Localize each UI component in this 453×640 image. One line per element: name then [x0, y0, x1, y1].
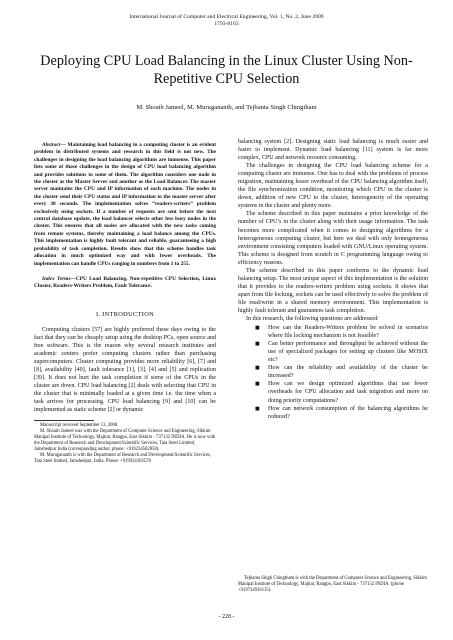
author-list: M. Shoaib Jameel, M. Murugananth, and Tejbanta Singh Chingtham [136, 104, 317, 111]
section-heading: I. INTRODUCTION [95, 310, 155, 318]
bullet-icon: ■ [255, 341, 260, 348]
body-paragraph: The scheme described in this paper maintains a prior knowledge of the number of CPU’s in the cluster along with their usage information. The task becomes more complicated when it comes to designing algorithms for a heterogeneous computing cluster, but here we deal with only homogeneous environment consisting computers loaded with GNU/Linux operating system. This scheme is designed from scratch in C programming language owing to efficiency reasons. [238, 211, 428, 266]
body-paragraph: The challenges in designing the CPU load balancing scheme for a computing cluster are immense. One has to deal with the problems of process migration, maintaining lesser overhead of the CPU balancing algorithm itself, the file synchronization condition, monitoring which CPU in the cluster is down, addition of new CPU to the cluster, heterogeneity of the operating systems in the cluster and plenty more. [238, 163, 428, 210]
index-terms-text: —CPU Load Balancing, Non-repetitive CPU Selection, Linux Cluster, Readers-Writers Problem, Fault Tolerance. [34, 275, 216, 290]
journal-line: International Journal of Computer and Electrical Engineering, Vol. 1, No. 2, June 2009 [129, 14, 324, 20]
list-item [255, 405, 428, 421]
footnote-author-3: Tejbanta Singh Chingtham is with the Department of Computer Science and Engineering, Sikkim Manipal Institute of Technology, Majitar, Rangpo, East Sikkim - 737132 INDIA. (phone +919734916135). [238, 576, 427, 593]
abstract [34, 142, 216, 268]
intro-paragraph: Computing clusters [57] are highly preferred these days owing to the fact that they can be cheaply setup using the desktop PCs, open source and free software. This is the reason why several research institutes and academic centers prefer computing clusters rather than purchasing supercomputers. Cluster computing provides more reliability [6], [7] and [8], availability [40], fault tolerance [1], [3], [4] and [5] and replication [39]. It does not hurt the task completion if some of the CPUs in the cluster are down. CPU load balancing [2] deals with selecting that CPU in the cluster that is minimally loaded at a given time i.e. the time when a task arrives for processing. CPU load balancing [9] and [10] can be implemented as static scheme [2] or dynamic [34, 326, 216, 414]
right-footnote-block [238, 576, 428, 594]
question-text: How can the reliability and availability of the cluster be increased? [268, 365, 428, 380]
bullet-icon: ■ [255, 325, 260, 332]
body-paragraph: balancing system [2]. Designing static load balancing is much easier and faster to implement. Dynamic load balancing [11] system is far more complex, CPU and network resource consuming. [238, 139, 428, 162]
question-text: How can we design optimized algorithms that use fewer overheads for CPU allocation and task migration and more on doing priority computations? [268, 381, 428, 404]
index-terms [34, 276, 216, 291]
footnote-received: Manuscript received September 13, 2008. [40, 423, 119, 429]
list-item [255, 364, 428, 380]
right-column [238, 138, 428, 421]
bullet-icon: ■ [255, 405, 260, 412]
body-paragraph: In this research, the following questions are addressed: [246, 316, 379, 323]
research-questions-list [238, 324, 428, 421]
body-paragraph: The scheme described in this paper conforms to the dynamic load balancing setup. The most unique aspect of this implementation is the solution that it provides to the readers-writers problem using sockets. It shows that apart from file locking, sockets can be used effectively to solve the problem of file read/write in a shared memory environment. This implementation is highly fault tolerant and guarantees task completion. [238, 267, 428, 314]
left-column [34, 142, 216, 465]
bullet-icon: ■ [255, 381, 260, 388]
footnote-author-1: M. Shoaib Jameel was with the Department of Computer Science and Engineering, Sikkim Manipal Institute of Technology, Majitar, Rangpo, East Sikkim - 737132 INDIA. He is now with the Department of Research and Development/Scientific Services, Tata Steel Limited, Jamshedpur India (corresponding author, phone: +919234502858). [34, 429, 216, 453]
list-item [255, 380, 428, 404]
footnote-author-2: M. Murugananth is with the Department of Research and Development/Scientific Services, Tata Steel limited, Jamshedpur, India. Phone: +919934302578 [34, 453, 212, 465]
page-number: - 228 - [218, 614, 235, 620]
list-item [255, 324, 428, 340]
journal-header [0, 14, 453, 28]
question-text: How can the Readers-Writers problem be solved in scenarios where file locking mechanism is not feasible? [268, 325, 428, 340]
issn-line: 1793-8163 [214, 21, 239, 27]
question-text: Can better performance and throughput be achieved without the use of specialized packages for setting up clusters like MOSIX etc? [268, 341, 428, 364]
footnote-divider [34, 420, 94, 421]
list-item [255, 340, 428, 364]
abstract-text: Maintaining load balancing in a computing cluster is an evident problem in distributed systems and research in this field is not new. The challenges in designing the load balancing algorithms are immense. This paper lists some of those challenges in the design of CPU load balancing algorithm and provides solutions to some of them. The algorithm considers one node in the cluster as the Master Server and another as the Load Balancer. The master server maintains the CPU and IP information of each machine. The nodes in the cluster send their CPU status and IP information to the master server after every 30 seconds. The implementation solves “readers-writers” problem exclusively using sockets. If a number of requests are sent before the next central database update, the load balancer selects other less busy nodes in the cluster. This ensures that all nodes are allocated with the new tasks coming from remote systems, thereby maintaining a load balance among the CPUs. This implementation is highly fault tolerant and reliable, guaranteeing a high probability of task completion. Results show that this scheme handles task allocation in much optimized way and with fewer overheads. The implementation can handle CPUs ranging in numbers from 1 to 255. [34, 142, 216, 267]
question-text: How can network consumption of the balancing algorithms be reduced? [268, 405, 428, 420]
paper-title: Deploying CPU Load Balancing in the Linux Cluster Using Non-Repetitive CPU Selection [40, 53, 413, 87]
abstract-label: Abstract— [42, 142, 66, 148]
index-terms-label: Index Terms [42, 275, 71, 282]
bullet-icon: ■ [255, 365, 260, 372]
